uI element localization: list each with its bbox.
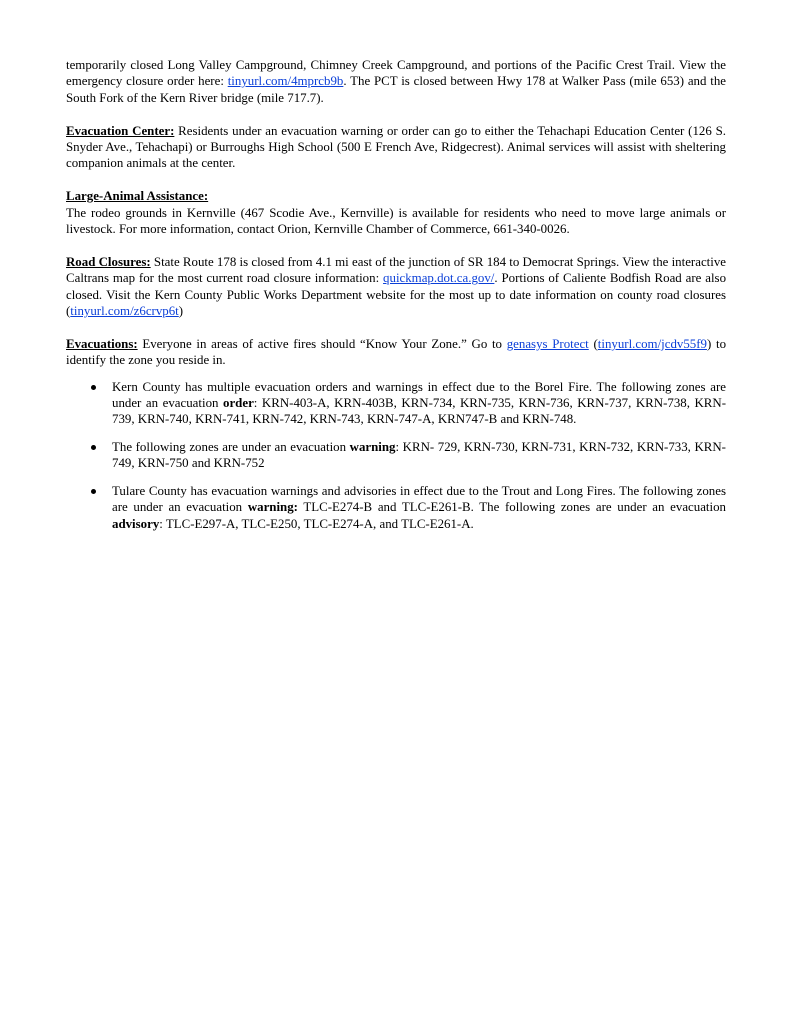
- evacuation-center-paragraph: [66, 123, 726, 172]
- road-closures-paragraph: [66, 254, 726, 320]
- evacuation-center-heading: Evacuation Center:: [66, 123, 175, 138]
- evacuations-heading: Evacuations:: [66, 336, 138, 351]
- quickmap-link[interactable]: quickmap.dot.ca.gov/: [383, 271, 495, 286]
- list-item-bold: advisory: [112, 516, 160, 531]
- list-item-kern-warnings: [66, 439, 726, 472]
- evacuations-text-2: (: [588, 336, 598, 351]
- road-closures-text-3: ): [178, 304, 184, 319]
- bullet-icon: [91, 445, 96, 450]
- road-closures-heading: Road Closures:: [66, 254, 151, 269]
- list-item-text: : TLC-E297-A, TLC-E250, TLC-E274-A, and TLC-E261-A.: [159, 516, 474, 531]
- bullet-icon: [91, 385, 96, 390]
- closure-order-link[interactable]: tinyurl.com/4mprcb9b: [227, 74, 344, 89]
- county-road-closures-link[interactable]: tinyurl.com/z6crvp6t: [70, 304, 179, 319]
- evacuations-paragraph: [66, 336, 726, 369]
- list-item-bold: warning:: [247, 500, 298, 515]
- road-closures-text-1: State Route 178 is closed from 4.1 mi east of the junction of SR 184 to Democrat Springs. View the interactive Caltrans map for the most current road closure information:: [66, 254, 726, 286]
- intro-text-2: . The PCT is closed between Hwy 178 at Walker Pass (mile 653) and the South Fork of the Kern River bridge (mile 717.7).: [66, 74, 727, 105]
- list-item-bold: warning: [349, 439, 396, 454]
- large-animal-heading-line: [66, 188, 726, 204]
- road-closures-text-2: . Portions of Caliente Bodfish Road are also closed. Visit the Kern County Public Works Department website for the most up to date information on county road closures (: [66, 271, 727, 319]
- large-animal-text: The rodeo grounds in Kernville (467 Scodie Ave., Kernville) is available for residents who need to move large animals or livestock. For more information, contact Orion, Kernville Chamber of Commerce, 661-340-0026.: [66, 205, 726, 237]
- evacuation-zone-list: [66, 379, 726, 532]
- evacuation-center-text: Residents under an evacuation warning or order can go to either the Tehachapi Education Center (126 S. Snyder Ave., Tehachapi) or Burroughs High School (500 E French Ave, Ridgecrest). Animal services will assist with sheltering companion animals at the center.: [66, 123, 726, 171]
- evacuations-text-1: Everyone in areas of active fires should “Know Your Zone.” Go to: [137, 336, 507, 351]
- large-animal-heading: Large-Animal Assistance:: [66, 189, 209, 204]
- list-item-tulare: [66, 483, 726, 532]
- list-item-text: : KRN-403-A, KRN-403B, KRN-734, KRN-735, KRN-736, KRN-737, KRN-738, KRN-739, KRN-740, KRN-741, KRN-742, KRN-743, KRN-747-A, KRN747-B and KRN-748.: [112, 396, 727, 427]
- bullet-icon: [91, 489, 96, 494]
- intro-text-1: temporarily closed Long Valley Campground, Chimney Creek Campground, and portions of the Pacific Crest Trail. View the emergency closure order here:: [66, 58, 726, 89]
- zone-lookup-link[interactable]: tinyurl.com/jcdv55f9: [597, 336, 707, 351]
- list-item-kern-orders: [66, 379, 726, 428]
- intro-paragraph: [66, 57, 726, 106]
- list-item-text: The following zones are under an evacuation: [112, 439, 350, 454]
- genasys-protect-link[interactable]: genasys Protect: [506, 336, 589, 351]
- document-page: [66, 57, 726, 543]
- list-item-text: : KRN- 729, KRN-730, KRN-731, KRN-732, KRN-733, KRN-749, KRN-750 and KRN-752: [112, 439, 726, 471]
- list-item-text: Tulare County has evacuation warnings and advisories in effect due to the Trout and Long Fires. The following zones are under an evacuation: [112, 483, 726, 515]
- evacuations-text-3: ) to identify the zone you reside in.: [66, 336, 727, 368]
- list-item-bold: order: [223, 396, 254, 411]
- list-item-text: Kern County has multiple evacuation orders and warnings in effect due to the Borel Fire. The following zones are under an evacuation: [112, 379, 726, 411]
- list-item-text: TLC-E274-B and TLC-E261-B. The following zones are under an evacuation: [297, 500, 726, 515]
